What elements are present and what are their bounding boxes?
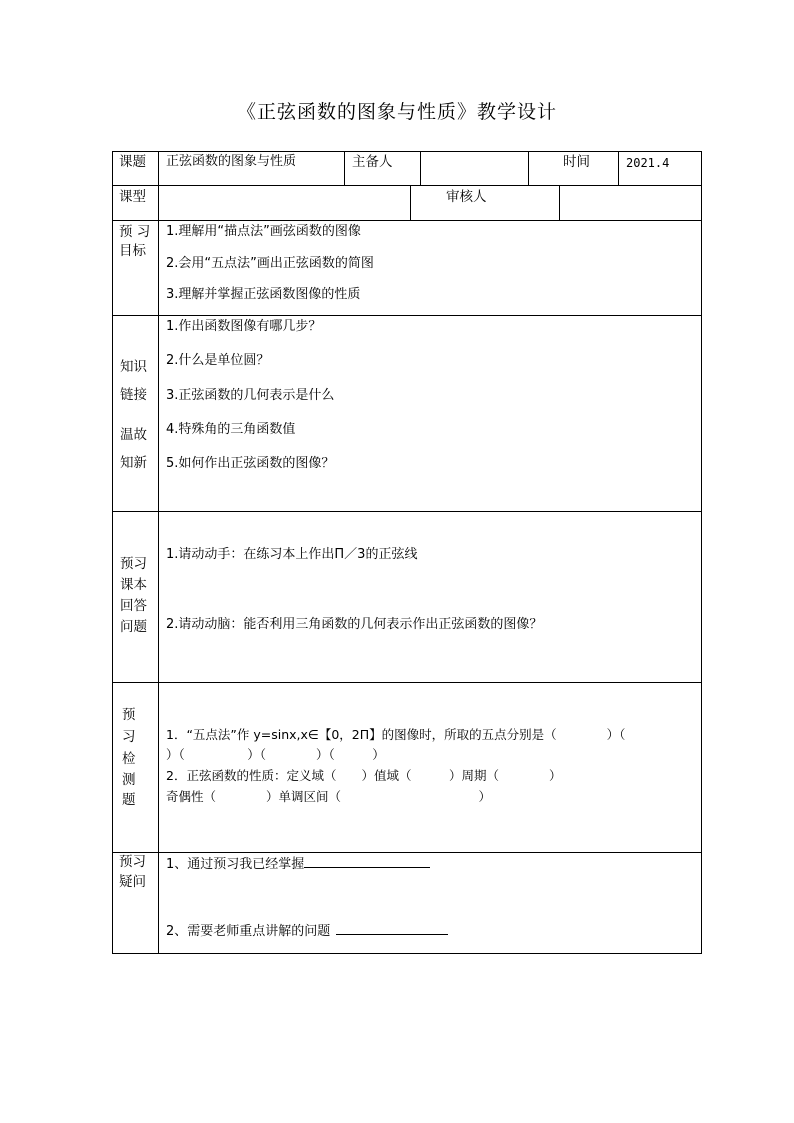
knowledge-item: 4.特殊角的三角函数值: [166, 422, 296, 437]
knowledge-item: 5.如何作出正弦函数的图像？: [166, 456, 335, 471]
page-title: 《正弦函数的图象与性质》教学设计: [236, 101, 557, 123]
topic-label: 课题: [119, 154, 146, 170]
knowledge-label: 知识: [120, 359, 147, 375]
test-label: 预: [122, 707, 136, 723]
goals-label-1: 预 习: [119, 224, 151, 240]
test-label: 习: [122, 729, 136, 745]
answer-blank: [304, 855, 430, 868]
goals-label-2: 目标: [119, 243, 146, 259]
knowledge-item: 3.正弦函数的几何表示是什么: [166, 388, 335, 403]
test-label: 检: [122, 751, 136, 767]
questions-label-1: 预习: [119, 854, 146, 870]
questions-label-2: 疑问: [119, 874, 146, 890]
test-line: ）（ ）（ ）（ ）: [166, 747, 385, 762]
time-label: 时间: [563, 154, 590, 170]
goal-item: 3.理解并掌握正弦函数图像的性质: [166, 287, 361, 302]
test-line: 奇偶性（ ）单调区间（ ）: [166, 789, 492, 804]
knowledge-label: 知新: [120, 455, 147, 471]
question-text: 1、通过预习我已经掌握: [166, 857, 305, 872]
textbook-label: 问题: [120, 619, 147, 635]
goal-item: 2.会用“五点法”画出正弦函数的简图: [166, 256, 374, 271]
textbook-question: 1.请动动手：在练习本上作出Π／3的正弦线: [166, 547, 418, 562]
topic-value: 正弦函数的图象与性质: [166, 154, 297, 169]
textbook-label: 回答: [120, 598, 147, 614]
reviewer-label: 审核人: [446, 189, 487, 205]
knowledge-label: 链接: [120, 387, 147, 403]
test-line: 2．正弦函数的性质：定义域（ ）值域（ ）周期（ ）: [166, 768, 562, 783]
knowledge-item: 2.什么是单位圆？: [166, 353, 270, 368]
test-label: 测: [122, 772, 136, 788]
question-item: [166, 855, 430, 873]
type-label: 课型: [119, 189, 146, 205]
preparer-label: 主备人: [352, 154, 393, 170]
test-line: 1．“五点法”作 y=sinx,x∈【0，2Π】的图像时，所取的五点分别是（ ）（: [166, 727, 626, 742]
question-item: [166, 922, 448, 940]
textbook-question: 2.请动动脑：能否利用三角函数的几何表示作出正弦函数的图像？: [166, 617, 543, 632]
textbook-label: 预习: [120, 556, 147, 572]
answer-blank: [336, 922, 448, 935]
test-label: 题: [122, 792, 136, 808]
question-text: 2、需要老师重点讲解的问题: [166, 924, 331, 939]
time-value: 2021.4: [626, 156, 670, 170]
knowledge-label: 温故: [120, 427, 147, 443]
goal-item: 1.理解用“描点法”画弦函数的图像: [166, 224, 361, 239]
textbook-label: 课本: [120, 577, 147, 593]
knowledge-item: 1.作出函数图像有哪几步？: [166, 319, 322, 334]
